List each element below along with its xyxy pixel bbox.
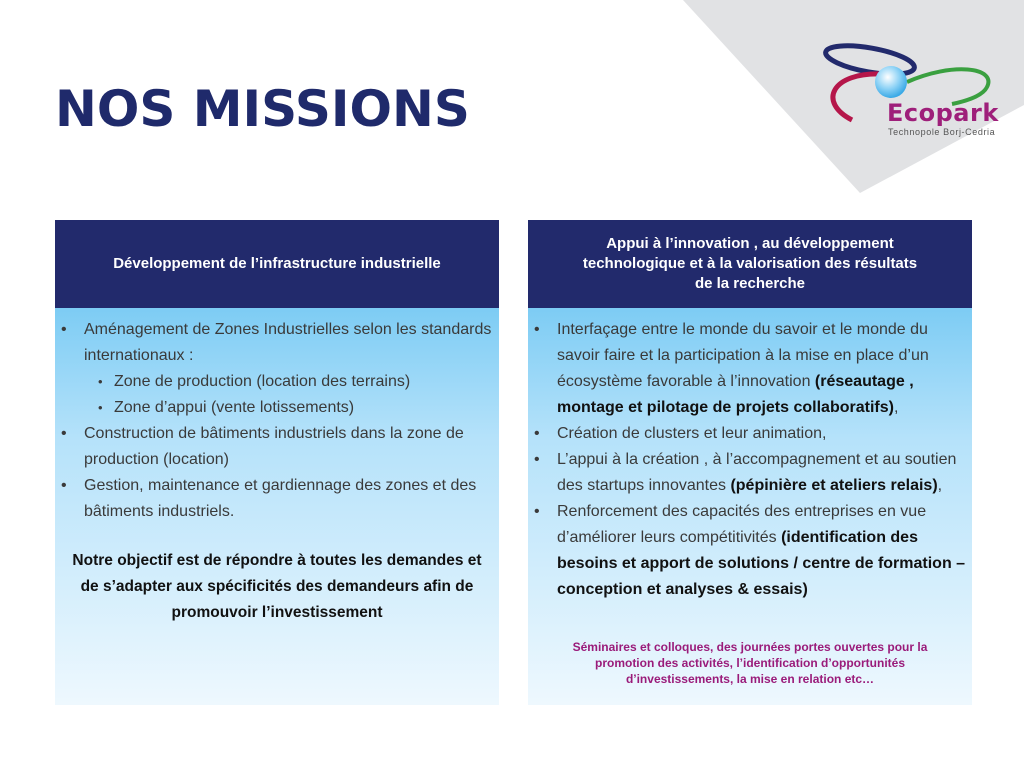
list-item-tail: ,: [893, 399, 899, 416]
bullet-icon: •: [98, 374, 103, 389]
sub-list-item-text: Zone d’appui (vente lotissements): [114, 399, 355, 416]
list-item-emphasis: (réseautage , montage et pilotage de projets collaboratifs): [557, 373, 914, 416]
panel-heading: [528, 220, 972, 308]
list-item-text: Gestion, maintenance et gardiennage des zones et des bâtiments industriels.: [84, 477, 477, 520]
bullet-icon: •: [61, 321, 67, 338]
bullet-icon: •: [534, 425, 540, 442]
list-item-text: L’appui à la création , à l’accompagnement et au soutien des startups innovantes: [557, 451, 957, 494]
bullet-icon: •: [61, 425, 67, 442]
sub-list-item: [84, 395, 499, 421]
panel-heading: [55, 220, 499, 308]
page-title: NOS MISSIONS: [55, 80, 470, 138]
mission-panel-innovation: [528, 220, 972, 705]
sub-list-item-text: Zone de production (location des terrains): [114, 373, 411, 390]
list-item-text: Renforcement des capacités des entreprises en vue d’améliorer leurs compétitivités: [557, 503, 927, 546]
bullet-icon: •: [534, 503, 540, 520]
list-item: [55, 317, 499, 421]
list-item: [528, 499, 972, 603]
list-item-text: Aménagement de Zones Industrielles selon les standards internationaux :: [84, 321, 492, 364]
bullet-list: [55, 317, 499, 525]
sub-list-item: [84, 369, 499, 395]
list-item: [55, 473, 499, 525]
list-item-emphasis: (pépinière et ateliers relais): [730, 477, 938, 494]
logo-wordmark: Ecopark: [887, 99, 999, 127]
list-item-text: Interfaçage entre le monde du savoir et le monde du savoir faire et la participation à la mise en place d’un écosystème favorable à l’innovation: [557, 321, 929, 390]
list-item-text: Création de clusters et leur animation,: [557, 425, 827, 442]
panel-heading-line: Appui à l’innovation , au développement: [606, 235, 894, 252]
logo-tagline: Technopole Borj-Cedria: [888, 127, 996, 137]
list-item-emphasis: (identification des besoins et apport de solutions / centre de formation – conception et analyses & essais): [557, 529, 966, 598]
list-item: [528, 317, 972, 421]
list-item: [528, 447, 972, 499]
panel-heading-line: technologique et à la valorisation des résultats: [582, 255, 918, 272]
events-note: Séminaires et colloques, des journées portes ouvertes pour la promotion des activités, l’identification d’opportunités d’investissements, la mise en relation etc…: [572, 640, 928, 686]
objective-statement: Notre objectif est de répondre à toutes les demandes et de s’adapter aux spécificités des demandeurs afin de promouvoir l’investissement: [72, 552, 482, 621]
mission-panel-infrastructure: [55, 220, 499, 705]
list-item: [55, 421, 499, 473]
bullet-icon: •: [98, 400, 103, 415]
bullet-list: [528, 317, 972, 603]
list-item-text: Construction de bâtiments industriels dans la zone de production (location): [84, 425, 464, 468]
list-item-tail: ,: [937, 477, 943, 494]
bullet-icon: •: [61, 477, 67, 494]
bullet-icon: •: [534, 451, 540, 468]
panel-heading-line: de la recherche: [694, 275, 806, 292]
panel-heading-text: Développement de l’infrastructure industrielle: [113, 255, 441, 272]
sub-list: [84, 369, 499, 421]
list-item: [528, 421, 972, 447]
bullet-icon: •: [534, 321, 540, 338]
